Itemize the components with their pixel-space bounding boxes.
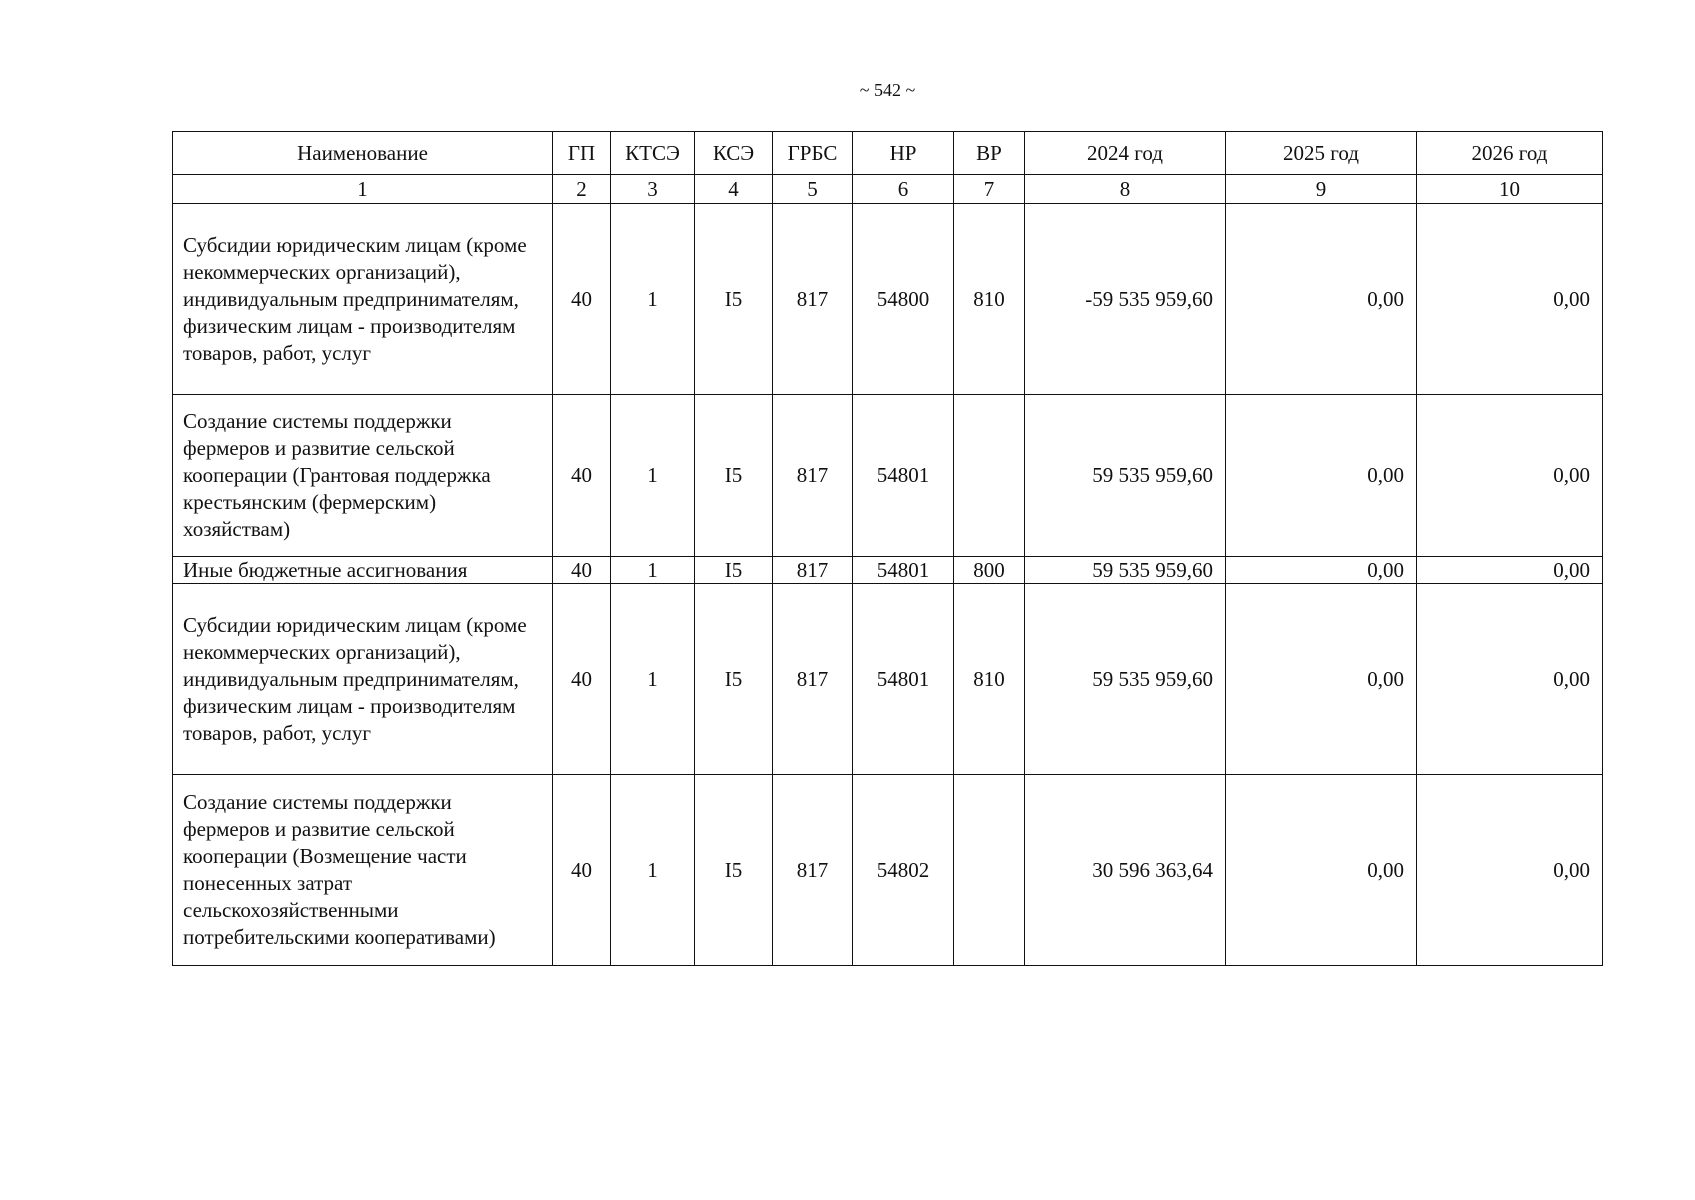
header-2025: 2025 год bbox=[1226, 132, 1417, 175]
header-2024: 2024 год bbox=[1025, 132, 1226, 175]
row-vr: 810 bbox=[954, 204, 1025, 395]
row-nr: 54801 bbox=[853, 584, 954, 775]
row-ktse: 1 bbox=[611, 584, 695, 775]
column-number: 7 bbox=[954, 175, 1025, 204]
table-row bbox=[173, 395, 1603, 557]
row-grbs: 817 bbox=[773, 775, 853, 966]
row-name: Субсидии юридическим лицам (кроме некоммерческих организаций), индивидуальным предпринимателям, физическим лицам - производителям товаров, работ, услуг bbox=[173, 204, 553, 395]
row-grbs: 817 bbox=[773, 395, 853, 557]
row-2026: 0,00 bbox=[1417, 557, 1603, 584]
row-name: Создание системы поддержки фермеров и развитие сельской кооперации (Грантовая поддержка крестьянским (фермерским) хозяйствам) bbox=[173, 395, 553, 557]
column-number: 10 bbox=[1417, 175, 1603, 204]
row-grbs: 817 bbox=[773, 557, 853, 584]
row-2025: 0,00 bbox=[1226, 395, 1417, 557]
row-2025: 0,00 bbox=[1226, 775, 1417, 966]
row-vr bbox=[954, 395, 1025, 557]
row-2024: 59 535 959,60 bbox=[1025, 395, 1226, 557]
row-grbs: 817 bbox=[773, 584, 853, 775]
row-nr: 54800 bbox=[853, 204, 954, 395]
row-kse: I5 bbox=[695, 557, 773, 584]
column-number: 6 bbox=[853, 175, 954, 204]
row-ktse: 1 bbox=[611, 557, 695, 584]
table-row bbox=[173, 584, 1603, 775]
row-gp: 40 bbox=[553, 584, 611, 775]
row-gp: 40 bbox=[553, 204, 611, 395]
row-kse: I5 bbox=[695, 204, 773, 395]
column-number: 4 bbox=[695, 175, 773, 204]
table-row bbox=[173, 204, 1603, 395]
header-name: Наименование bbox=[173, 132, 553, 175]
table-row bbox=[173, 775, 1603, 966]
row-2026: 0,00 bbox=[1417, 395, 1603, 557]
row-2026: 0,00 bbox=[1417, 204, 1603, 395]
column-number-row bbox=[173, 175, 1603, 204]
header-vr: ВР bbox=[954, 132, 1025, 175]
row-2026: 0,00 bbox=[1417, 584, 1603, 775]
table-row bbox=[173, 557, 1603, 584]
row-nr: 54801 bbox=[853, 395, 954, 557]
row-nr: 54801 bbox=[853, 557, 954, 584]
row-vr bbox=[954, 775, 1025, 966]
header-2026: 2026 год bbox=[1417, 132, 1603, 175]
column-number: 5 bbox=[773, 175, 853, 204]
column-number: 8 bbox=[1025, 175, 1226, 204]
column-number: 1 bbox=[173, 175, 553, 204]
row-2024: -59 535 959,60 bbox=[1025, 204, 1226, 395]
row-name: Иные бюджетные ассигнования bbox=[173, 557, 553, 584]
row-kse: I5 bbox=[695, 584, 773, 775]
page-number: ~ 542 ~ bbox=[859, 80, 916, 100]
header-nr: НР bbox=[853, 132, 954, 175]
header-gp: ГП bbox=[553, 132, 611, 175]
row-2025: 0,00 bbox=[1226, 557, 1417, 584]
budget-table bbox=[172, 131, 1603, 966]
column-number: 9 bbox=[1226, 175, 1417, 204]
row-gp: 40 bbox=[553, 557, 611, 584]
row-grbs: 817 bbox=[773, 204, 853, 395]
header-row bbox=[173, 132, 1603, 175]
column-number: 3 bbox=[611, 175, 695, 204]
row-name: Субсидии юридическим лицам (кроме некоммерческих организаций), индивидуальным предпринимателям, физическим лицам - производителям товаров, работ, услуг bbox=[173, 584, 553, 775]
row-gp: 40 bbox=[553, 775, 611, 966]
column-number: 2 bbox=[553, 175, 611, 204]
row-2024: 59 535 959,60 bbox=[1025, 584, 1226, 775]
row-2026: 0,00 bbox=[1417, 775, 1603, 966]
row-ktse: 1 bbox=[611, 395, 695, 557]
row-ktse: 1 bbox=[611, 204, 695, 395]
row-name: Создание системы поддержки фермеров и развитие сельской кооперации (Возмещение части понесенных затрат сельскохозяйственными потребительскими кооперативами) bbox=[173, 775, 553, 966]
row-2025: 0,00 bbox=[1226, 584, 1417, 775]
row-2024: 30 596 363,64 bbox=[1025, 775, 1226, 966]
header-grbs: ГРБС bbox=[773, 132, 853, 175]
row-vr: 810 bbox=[954, 584, 1025, 775]
row-ktse: 1 bbox=[611, 775, 695, 966]
row-vr: 800 bbox=[954, 557, 1025, 584]
header-ktse: КТСЭ bbox=[611, 132, 695, 175]
row-2024: 59 535 959,60 bbox=[1025, 557, 1226, 584]
row-nr: 54802 bbox=[853, 775, 954, 966]
header-kse: КСЭ bbox=[695, 132, 773, 175]
row-gp: 40 bbox=[553, 395, 611, 557]
row-kse: I5 bbox=[695, 775, 773, 966]
row-2025: 0,00 bbox=[1226, 204, 1417, 395]
row-kse: I5 bbox=[695, 395, 773, 557]
